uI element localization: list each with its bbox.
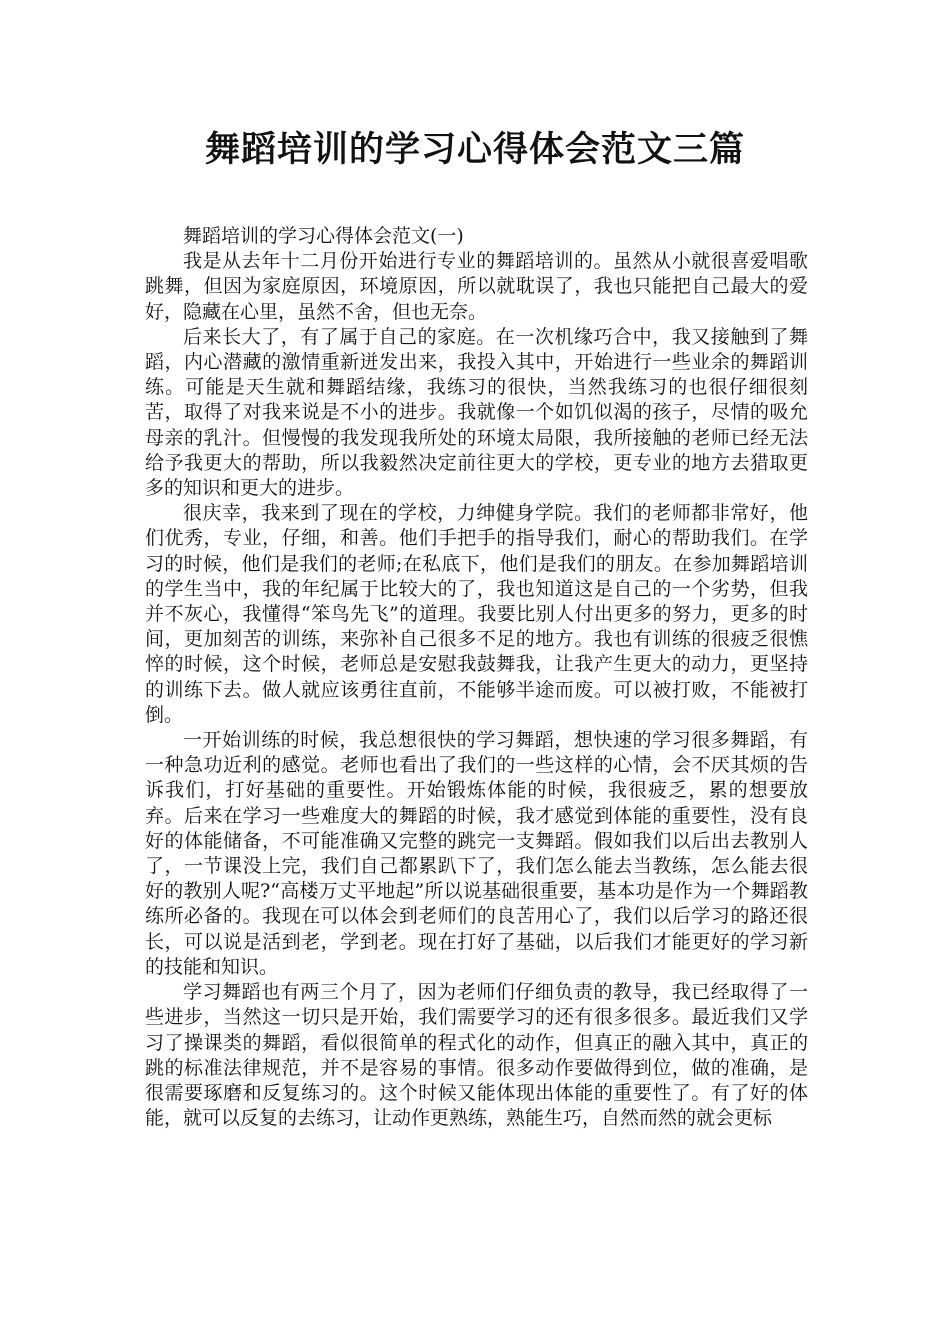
document-title: 舞蹈培训的学习心得体会范文三篇 bbox=[204, 130, 745, 170]
document-body bbox=[145, 224, 808, 1131]
paragraph-1: 我是从去年十二月份开始进行专业的舞蹈培训的。虽然从小就很喜爱唱歌跳舞，但因为家庭原因，环境原因，所以就耽误了，我也只能把自己最大的爱好，隐藏在心里，虽然不舍，但也无奈。 bbox=[145, 250, 808, 323]
paragraph-2: 后来长大了，有了属于自己的家庭。在一次机缘巧合中，我又接触到了舞蹈，内心潜藏的激情重新迸发出来，我投入其中，开始进行一些业余的舞蹈训练。可能是天生就和舞蹈结缘，我练习的很快，当然我练习的也很仔细很刻苦，取得了对我来说是不小的进步。我就像一个如饥似渴的孩子，尽情的吸允母亲的乳汁。但慢慢的我发现我所处的环境太局限，我所接触的老师已经无法给予我更大的帮助，所以我毅然决定前往更大的学校，更专业的地方去猎取更多的知识和更大的进步。 bbox=[145, 325, 808, 500]
paragraph-4: 一开始训练的时候，我总想很快的学习舞蹈，想快速的学习很多舞蹈，有一种急功近利的感觉。老师也看出了我们的一些这样的心情，会不厌其烦的告诉我们，打好基础的重要性。开始锻炼体能的时候，我很疲乏，累的想要放弃。后来在学习一些难度大的舞蹈的时候，我才感觉到体能的重要性，没有良好的体能储备，不可能准确又完整的跳完一支舞蹈。假如我们以后出去教别人了，一节课没上完，我们自己都累趴下了，我们怎么能去当教练，怎么能去很好的教别人呢?“高楼万丈平地起”所以说基础很重要，基本功是作为一个舞蹈教练所必备的。我现在可以体会到老师们的良苦用心了，我们以后学习的路还很长，可以说是活到老，学到老。现在打好了基础，以后我们才能更好的学习新的技能和知识。 bbox=[145, 729, 808, 978]
paragraph-3: 很庆幸，我来到了现在的学校，力绅健身学院。我们的老师都非常好，他们优秀，专业，仔细，和善。他们手把手的指导我们，耐心的帮助我们。在学习的时候，他们是我们的老师;在私底下，他们是我们的朋友。在参加舞蹈培训的学生当中，我的年纪属于比较大的了，我也知道这是自己的一个劣势，但我并不灰心，我懂得“笨鸟先飞”的道理。我要比别人付出更多的努力，更多的时间，更加刻苦的训练，来弥补自己很多不足的地方。我也有训练的很疲乏很憔悴的时候，这个时候，老师总是安慰我鼓舞我，让我产生更大的动力，更坚持的训练下去。做人就应该勇往直前，不能够半途而废。可以被打败，不能被打倒。 bbox=[145, 502, 808, 726]
paragraph-5: 学习舞蹈也有两三个月了，因为老师们仔细负责的教导，我已经取得了一些进步，当然这一切只是开始，我们需要学习的还有很多很多。最近我们又学习了操课类的舞蹈，看似很简单的程式化的动作，但真正的融入其中，真正的跳的标准法律规范，并不是容易的事情。很多动作要做得到位，做的准确，是很需要琢磨和反复练习的。这个时候又能体现出体能的重要性了。有了好的体能，就可以反复的去练习，让动作更熟练，熟能生巧，自然而然的就会更标 bbox=[145, 981, 808, 1130]
section-heading: 舞蹈培训的学习心得体会范文(一) bbox=[183, 225, 464, 247]
